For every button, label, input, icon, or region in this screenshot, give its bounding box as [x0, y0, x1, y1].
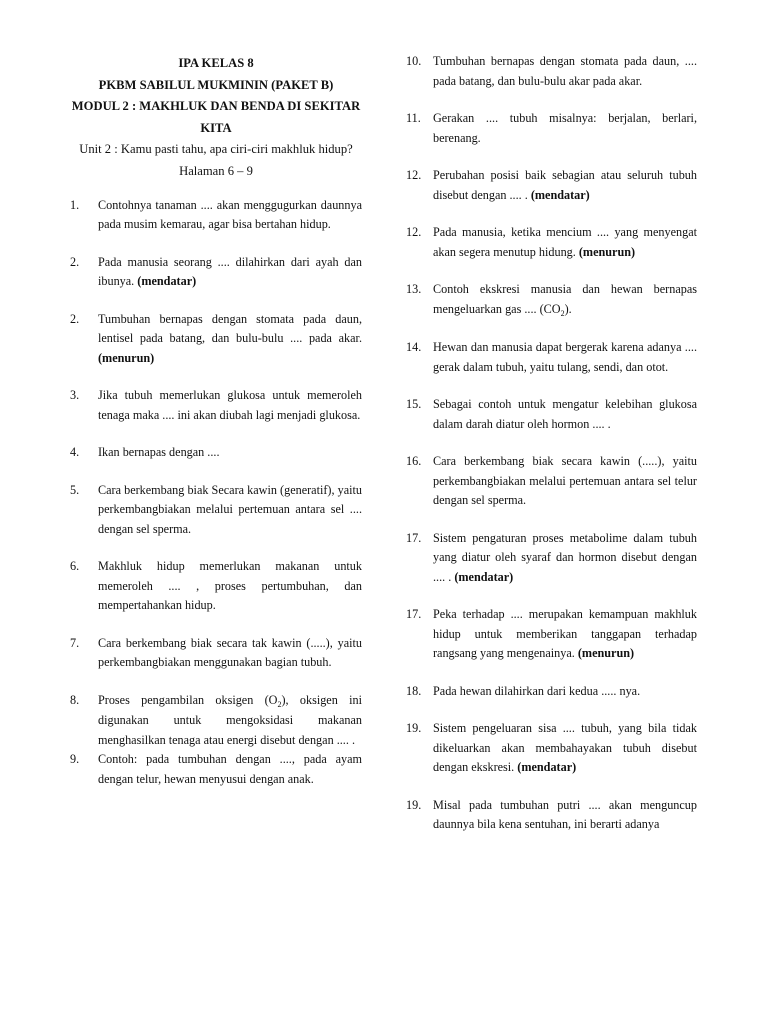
question-item — [406, 452, 697, 511]
question-text: Hewan dan manusia dapat bergerak karena adanya .... gerak dalam tubuh, yaitu tulang, sendi, dan otot. — [433, 340, 697, 374]
question-number: 7. — [70, 635, 80, 650]
question-item — [406, 529, 697, 588]
question-item — [70, 310, 362, 369]
question-number: 19. — [406, 797, 422, 812]
question-item — [70, 253, 362, 292]
question-item — [70, 557, 362, 616]
question-text: Perubahan posisi baik sebagian atau seluruh tubuh disebut dengan .... . (mendatar) — [433, 168, 697, 202]
question-number: 18. — [406, 683, 422, 698]
question-item — [406, 796, 697, 835]
question-item — [70, 634, 362, 673]
direction-tag: (menurun) — [98, 350, 155, 365]
question-text: Contohnya tanaman .... akan menggugurkan daunnya pada musim kemarau, agar bisa bertahan hidup. — [98, 197, 362, 232]
header-line-3: MODUL 2 : MAKHLUK DAN BENDA DI SEKITAR KITA — [71, 99, 361, 135]
question-number: 5. — [70, 482, 80, 497]
question-text: Proses pengambilan oksigen $(O_2)$, oksigen ini digunakan untuk mengoksidasi makanan menghasilkan tenaga atau energi disebut dengan .... . — [98, 692, 362, 747]
direction-tag: (mendatar) — [137, 274, 197, 289]
direction-tag: (mendatar) — [454, 569, 514, 584]
question-number: 10. — [406, 54, 422, 68]
question-text: Tumbuhan bernapas dengan stomata pada daun, .... pada batang, dan bulu-bulu akar pada akar. — [433, 54, 697, 88]
question-text: Ikan bernapas dengan .... — [98, 445, 220, 460]
question-number: 4. — [70, 445, 80, 460]
question-item — [70, 196, 362, 235]
question-number: 15. — [406, 397, 422, 411]
question-number: 1. — [70, 197, 80, 212]
right-column — [406, 52, 697, 853]
question-item — [406, 109, 697, 148]
direction-tag: (mendatar) — [517, 760, 577, 774]
question-text: Contoh ekskresi manusia dan hewan bernapas mengeluarkan gas .... $(CO_2)$. — [433, 282, 697, 318]
header-line-4: Unit 2 : Kamu pasti tahu, apa ciri-ciri makhluk hidup? — [79, 142, 353, 157]
question-number: 12. — [406, 168, 422, 182]
document-header — [70, 53, 362, 183]
question-text: Sistem pengeluaran sisa .... tubuh, yang bila tidak dikeluarkan akan membahayakan tubuh disebut dengan ekskresi. (mendatar) — [433, 721, 697, 774]
question-item — [406, 223, 697, 262]
question-text: Cara berkembang biak secara tak kawin (.....), yaitu perkembangbiakan menggunakan bagian tubuh. — [98, 635, 362, 670]
question-item — [406, 280, 697, 320]
question-item — [406, 719, 697, 778]
question-number: 6. — [70, 559, 80, 574]
question-text: Cara berkembang biak secara kawin (.....), yaitu perkembangbiakan melalui pertemuan antara sel telur dengan sel sperma. — [433, 454, 697, 507]
question-number: 2. — [70, 311, 80, 326]
question-number: 9. — [70, 752, 80, 767]
question-item — [406, 52, 697, 91]
direction-tag: (mendatar) — [530, 187, 590, 202]
question-item — [406, 682, 697, 702]
question-number: 14. — [406, 340, 422, 354]
question-item — [70, 386, 362, 425]
question-text: Tumbuhan bernapas dengan stomata pada daun, lentisel pada batang, dan bulu-bulu .... pada akar. (menurun) — [98, 311, 362, 365]
question-text: Misal pada tumbuhan putri .... akan menguncup daunnya bila kena sentuhan, ini berarti adanya — [433, 797, 697, 831]
question-text: Pada hewan dilahirkan dari kedua ..... nya. — [433, 683, 641, 698]
question-item — [70, 481, 362, 540]
question-text: Peka terhadap .... merupakan kemampuan makhluk hidup untuk memberikan tanggapan terhadap rangsang yang mengenainya. (menurun) — [433, 607, 697, 660]
question-text: Makhluk hidup memerlukan makanan untuk memeroleh .... , proses pertumbuhan, dan mempertahankan hidup. — [98, 559, 362, 613]
header-line-2: PKBM SABILUL MUKMININ (PAKET B) — [98, 77, 334, 92]
question-item — [406, 605, 697, 664]
question-item — [70, 691, 362, 751]
subscript: 2 — [277, 699, 282, 709]
question-number: 16. — [406, 454, 422, 468]
question-text: Sebagai contoh untuk mengatur kelebihan glukosa dalam darah diatur oleh hormon .... . — [433, 397, 697, 431]
question-text: Sistem pengaturan proses metabolime dalam tubuh yang diatur oleh syaraf dan hormon disebut dengan .... . (mendatar) — [433, 530, 697, 584]
question-text: Jika tubuh memerlukan glukosa untuk memeroleh tenaga maka .... ini akan diubah lagi menjadi glukosa. — [98, 388, 362, 422]
question-item — [406, 338, 697, 377]
question-text: Pada manusia seorang .... dilahirkan dari ayah dan ibunya. (mendatar) — [98, 254, 362, 289]
question-number: 3. — [70, 388, 80, 403]
question-number: 13. — [406, 282, 422, 296]
question-number: 8. — [70, 692, 80, 707]
question-text: Contoh: pada tumbuhan dengan ...., pada ayam dengan telur, hewan menyusui dengan anak. — [98, 752, 362, 786]
direction-tag: (menurun) — [577, 646, 635, 660]
direction-tag: (menurun) — [578, 244, 636, 259]
question-item — [70, 443, 362, 463]
header-line-5: Halaman 6 – 9 — [179, 163, 253, 178]
question-number: 11. — [406, 111, 421, 125]
left-column — [70, 52, 362, 807]
question-text: Cara berkembang biak Secara kawin (generatif), yaitu perkembangbiakan melalui pertemuan antara sel .... dengan sel sperma. — [98, 482, 362, 536]
question-text: Pada manusia, ketika mencium .... yang menyengat akan segera menutup hidung. (menurun) — [433, 225, 697, 259]
question-number: 12. — [406, 225, 422, 239]
question-number: 19. — [406, 721, 422, 735]
question-item — [406, 166, 697, 205]
question-number: 17. — [406, 607, 422, 621]
header-line-1: IPA KELAS 8 — [178, 56, 254, 70]
subscript: 2 — [560, 308, 565, 318]
question-number: 17. — [406, 530, 422, 545]
question-item — [70, 750, 362, 789]
question-item — [406, 395, 697, 434]
question-text: Gerakan .... tubuh misalnya: berjalan, berlari, berenang. — [433, 111, 697, 145]
question-number: 2. — [70, 254, 80, 269]
